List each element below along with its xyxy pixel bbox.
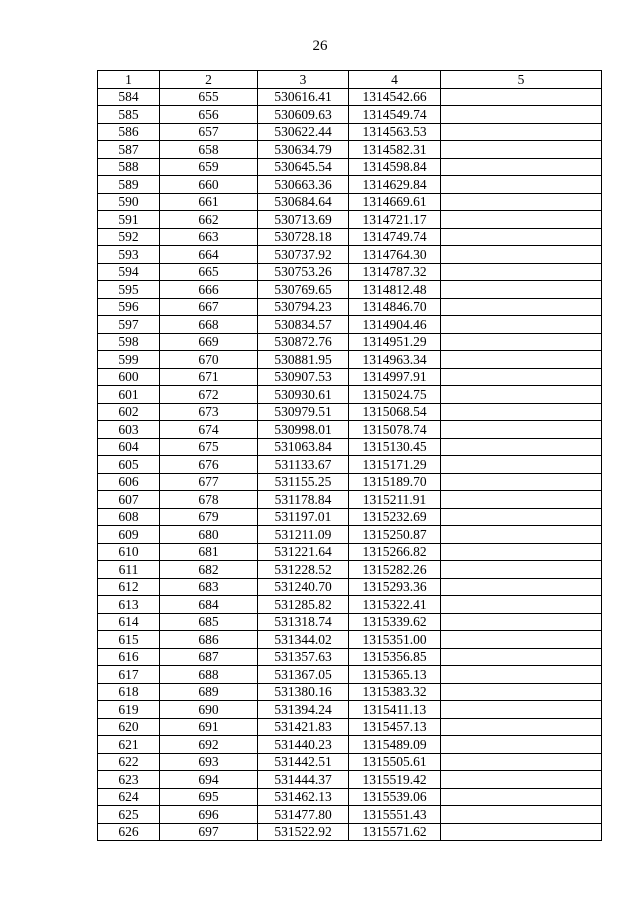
table-row xyxy=(98,106,602,124)
x-coordinate-cell: 530753.26 xyxy=(258,263,349,281)
index-cell: 659 xyxy=(160,158,258,176)
x-coordinate-cell: 530881.95 xyxy=(258,351,349,369)
x-coordinate-cell: 531221.64 xyxy=(258,543,349,561)
point-number-cell: 616 xyxy=(98,648,160,666)
x-coordinate-cell: 530930.61 xyxy=(258,386,349,404)
note-cell xyxy=(441,351,602,369)
note-cell xyxy=(441,281,602,299)
index-cell: 676 xyxy=(160,456,258,474)
x-coordinate-cell: 531197.01 xyxy=(258,508,349,526)
index-cell: 697 xyxy=(160,823,258,841)
y-coordinate-cell: 1314963.34 xyxy=(349,351,441,369)
table-row xyxy=(98,456,602,474)
point-number-cell: 604 xyxy=(98,438,160,456)
table-row xyxy=(98,648,602,666)
point-number-cell: 587 xyxy=(98,141,160,159)
note-cell xyxy=(441,666,602,684)
point-number-cell: 609 xyxy=(98,526,160,544)
point-number-cell: 602 xyxy=(98,403,160,421)
y-coordinate-cell: 1314904.46 xyxy=(349,316,441,334)
x-coordinate-cell: 531228.52 xyxy=(258,561,349,579)
index-cell: 661 xyxy=(160,193,258,211)
y-coordinate-cell: 1315539.06 xyxy=(349,788,441,806)
y-coordinate-cell: 1315250.87 xyxy=(349,526,441,544)
x-coordinate-cell: 531063.84 xyxy=(258,438,349,456)
x-coordinate-cell: 530998.01 xyxy=(258,421,349,439)
y-coordinate-cell: 1315489.09 xyxy=(349,736,441,754)
point-number-cell: 596 xyxy=(98,298,160,316)
point-number-cell: 625 xyxy=(98,806,160,824)
note-cell xyxy=(441,106,602,124)
note-cell xyxy=(441,806,602,824)
y-coordinate-cell: 1315232.69 xyxy=(349,508,441,526)
note-cell xyxy=(441,561,602,579)
note-cell xyxy=(441,298,602,316)
y-coordinate-cell: 1315457.13 xyxy=(349,718,441,736)
point-number-cell: 611 xyxy=(98,561,160,579)
note-cell xyxy=(441,368,602,386)
x-coordinate-cell: 530713.69 xyxy=(258,211,349,229)
table-row xyxy=(98,123,602,141)
x-coordinate-cell: 531178.84 xyxy=(258,491,349,509)
note-cell xyxy=(441,473,602,491)
x-coordinate-cell: 531240.70 xyxy=(258,578,349,596)
note-cell xyxy=(441,123,602,141)
index-cell: 684 xyxy=(160,596,258,614)
point-number-cell: 615 xyxy=(98,631,160,649)
index-cell: 668 xyxy=(160,316,258,334)
point-number-cell: 599 xyxy=(98,351,160,369)
table-row xyxy=(98,176,602,194)
point-number-cell: 590 xyxy=(98,193,160,211)
table-row xyxy=(98,211,602,229)
x-coordinate-cell: 530645.54 xyxy=(258,158,349,176)
table-row xyxy=(98,386,602,404)
x-coordinate-cell: 531155.25 xyxy=(258,473,349,491)
y-coordinate-cell: 1315505.61 xyxy=(349,753,441,771)
table-row xyxy=(98,596,602,614)
table-row xyxy=(98,351,602,369)
y-coordinate-cell: 1315322.41 xyxy=(349,596,441,614)
point-number-cell: 603 xyxy=(98,421,160,439)
y-coordinate-cell: 1315571.62 xyxy=(349,823,441,841)
point-number-cell: 593 xyxy=(98,246,160,264)
note-cell xyxy=(441,456,602,474)
index-cell: 688 xyxy=(160,666,258,684)
table-row xyxy=(98,316,602,334)
table-row xyxy=(98,508,602,526)
index-cell: 694 xyxy=(160,771,258,789)
x-coordinate-cell: 530834.57 xyxy=(258,316,349,334)
y-coordinate-cell: 1314812.48 xyxy=(349,281,441,299)
index-cell: 682 xyxy=(160,561,258,579)
note-cell xyxy=(441,508,602,526)
y-coordinate-cell: 1314749.74 xyxy=(349,228,441,246)
x-coordinate-cell: 531444.37 xyxy=(258,771,349,789)
coordinates-table xyxy=(97,70,602,841)
x-coordinate-cell: 531522.92 xyxy=(258,823,349,841)
point-number-cell: 619 xyxy=(98,701,160,719)
index-cell: 679 xyxy=(160,508,258,526)
table-row xyxy=(98,281,602,299)
y-coordinate-cell: 1314563.53 xyxy=(349,123,441,141)
x-coordinate-cell: 530616.41 xyxy=(258,88,349,106)
x-coordinate-cell: 531357.63 xyxy=(258,648,349,666)
note-cell xyxy=(441,333,602,351)
index-cell: 692 xyxy=(160,736,258,754)
x-coordinate-cell: 530684.64 xyxy=(258,193,349,211)
y-coordinate-cell: 1314629.84 xyxy=(349,176,441,194)
index-cell: 663 xyxy=(160,228,258,246)
y-coordinate-cell: 1315411.13 xyxy=(349,701,441,719)
table-header-row xyxy=(98,71,602,89)
note-cell xyxy=(441,526,602,544)
table-row xyxy=(98,788,602,806)
table-row xyxy=(98,578,602,596)
column-header: 1 xyxy=(98,71,160,89)
table-row xyxy=(98,438,602,456)
index-cell: 667 xyxy=(160,298,258,316)
table-row xyxy=(98,771,602,789)
table-row xyxy=(98,333,602,351)
note-cell xyxy=(441,718,602,736)
note-cell xyxy=(441,421,602,439)
x-coordinate-cell: 531344.02 xyxy=(258,631,349,649)
point-number-cell: 618 xyxy=(98,683,160,701)
point-number-cell: 623 xyxy=(98,771,160,789)
point-number-cell: 620 xyxy=(98,718,160,736)
note-cell xyxy=(441,228,602,246)
x-coordinate-cell: 531380.16 xyxy=(258,683,349,701)
x-coordinate-cell: 530769.65 xyxy=(258,281,349,299)
point-number-cell: 614 xyxy=(98,613,160,631)
index-cell: 683 xyxy=(160,578,258,596)
index-cell: 672 xyxy=(160,386,258,404)
index-cell: 677 xyxy=(160,473,258,491)
y-coordinate-cell: 1315551.43 xyxy=(349,806,441,824)
index-cell: 666 xyxy=(160,281,258,299)
x-coordinate-cell: 531442.51 xyxy=(258,753,349,771)
x-coordinate-cell: 530634.79 xyxy=(258,141,349,159)
y-coordinate-cell: 1315351.00 xyxy=(349,631,441,649)
point-number-cell: 601 xyxy=(98,386,160,404)
column-header: 2 xyxy=(160,71,258,89)
note-cell xyxy=(441,491,602,509)
note-cell xyxy=(441,613,602,631)
x-coordinate-cell: 530609.63 xyxy=(258,106,349,124)
table-row xyxy=(98,246,602,264)
y-coordinate-cell: 1315171.29 xyxy=(349,456,441,474)
x-coordinate-cell: 530622.44 xyxy=(258,123,349,141)
index-cell: 691 xyxy=(160,718,258,736)
x-coordinate-cell: 530663.36 xyxy=(258,176,349,194)
note-cell xyxy=(441,771,602,789)
point-number-cell: 592 xyxy=(98,228,160,246)
table-row xyxy=(98,736,602,754)
table-row xyxy=(98,473,602,491)
x-coordinate-cell: 530794.23 xyxy=(258,298,349,316)
y-coordinate-cell: 1315293.36 xyxy=(349,578,441,596)
table-row xyxy=(98,263,602,281)
index-cell: 680 xyxy=(160,526,258,544)
x-coordinate-cell: 530872.76 xyxy=(258,333,349,351)
table-row xyxy=(98,141,602,159)
point-number-cell: 621 xyxy=(98,736,160,754)
point-number-cell: 626 xyxy=(98,823,160,841)
point-number-cell: 586 xyxy=(98,123,160,141)
x-coordinate-cell: 531421.83 xyxy=(258,718,349,736)
y-coordinate-cell: 1314549.74 xyxy=(349,106,441,124)
point-number-cell: 613 xyxy=(98,596,160,614)
table-row xyxy=(98,158,602,176)
index-cell: 671 xyxy=(160,368,258,386)
index-cell: 664 xyxy=(160,246,258,264)
y-coordinate-cell: 1314582.31 xyxy=(349,141,441,159)
point-number-cell: 612 xyxy=(98,578,160,596)
point-number-cell: 589 xyxy=(98,176,160,194)
note-cell xyxy=(441,543,602,561)
index-cell: 655 xyxy=(160,88,258,106)
table-row xyxy=(98,561,602,579)
y-coordinate-cell: 1315383.32 xyxy=(349,683,441,701)
x-coordinate-cell: 531318.74 xyxy=(258,613,349,631)
note-cell xyxy=(441,788,602,806)
index-cell: 660 xyxy=(160,176,258,194)
table-row xyxy=(98,491,602,509)
x-coordinate-cell: 531440.23 xyxy=(258,736,349,754)
y-coordinate-cell: 1314951.29 xyxy=(349,333,441,351)
note-cell xyxy=(441,701,602,719)
table-row xyxy=(98,753,602,771)
note-cell xyxy=(441,403,602,421)
note-cell xyxy=(441,88,602,106)
point-number-cell: 607 xyxy=(98,491,160,509)
y-coordinate-cell: 1314598.84 xyxy=(349,158,441,176)
table-row xyxy=(98,806,602,824)
note-cell xyxy=(441,596,602,614)
y-coordinate-cell: 1314669.61 xyxy=(349,193,441,211)
index-cell: 662 xyxy=(160,211,258,229)
table-row xyxy=(98,683,602,701)
note-cell xyxy=(441,753,602,771)
note-cell xyxy=(441,683,602,701)
x-coordinate-cell: 531462.13 xyxy=(258,788,349,806)
table-row xyxy=(98,298,602,316)
y-coordinate-cell: 1315024.75 xyxy=(349,386,441,404)
table-row xyxy=(98,823,602,841)
note-cell xyxy=(441,263,602,281)
y-coordinate-cell: 1315365.13 xyxy=(349,666,441,684)
x-coordinate-cell: 531394.24 xyxy=(258,701,349,719)
y-coordinate-cell: 1315130.45 xyxy=(349,438,441,456)
page-number: 26 xyxy=(312,38,328,54)
point-number-cell: 595 xyxy=(98,281,160,299)
point-number-cell: 617 xyxy=(98,666,160,684)
point-number-cell: 585 xyxy=(98,106,160,124)
point-number-cell: 605 xyxy=(98,456,160,474)
note-cell xyxy=(441,211,602,229)
x-coordinate-cell: 530979.51 xyxy=(258,403,349,421)
x-coordinate-cell: 531477.80 xyxy=(258,806,349,824)
index-cell: 681 xyxy=(160,543,258,561)
point-number-cell: 598 xyxy=(98,333,160,351)
y-coordinate-cell: 1314997.91 xyxy=(349,368,441,386)
note-cell xyxy=(441,141,602,159)
table-row xyxy=(98,526,602,544)
point-number-cell: 610 xyxy=(98,543,160,561)
y-coordinate-cell: 1314787.32 xyxy=(349,263,441,281)
note-cell xyxy=(441,386,602,404)
point-number-cell: 594 xyxy=(98,263,160,281)
table-row xyxy=(98,631,602,649)
x-coordinate-cell: 531211.09 xyxy=(258,526,349,544)
index-cell: 669 xyxy=(160,333,258,351)
note-cell xyxy=(441,578,602,596)
table-row xyxy=(98,88,602,106)
column-header: 4 xyxy=(349,71,441,89)
index-cell: 696 xyxy=(160,806,258,824)
table-row xyxy=(98,701,602,719)
y-coordinate-cell: 1315519.42 xyxy=(349,771,441,789)
index-cell: 685 xyxy=(160,613,258,631)
y-coordinate-cell: 1315078.74 xyxy=(349,421,441,439)
y-coordinate-cell: 1315282.26 xyxy=(349,561,441,579)
index-cell: 656 xyxy=(160,106,258,124)
note-cell xyxy=(441,246,602,264)
table-row xyxy=(98,228,602,246)
index-cell: 658 xyxy=(160,141,258,159)
index-cell: 686 xyxy=(160,631,258,649)
x-coordinate-cell: 530907.53 xyxy=(258,368,349,386)
y-coordinate-cell: 1315356.85 xyxy=(349,648,441,666)
y-coordinate-cell: 1314542.66 xyxy=(349,88,441,106)
index-cell: 675 xyxy=(160,438,258,456)
note-cell xyxy=(441,158,602,176)
point-number-cell: 591 xyxy=(98,211,160,229)
note-cell xyxy=(441,631,602,649)
y-coordinate-cell: 1314721.17 xyxy=(349,211,441,229)
table-row xyxy=(98,613,602,631)
index-cell: 674 xyxy=(160,421,258,439)
y-coordinate-cell: 1315339.62 xyxy=(349,613,441,631)
point-number-cell: 606 xyxy=(98,473,160,491)
point-number-cell: 597 xyxy=(98,316,160,334)
index-cell: 695 xyxy=(160,788,258,806)
y-coordinate-cell: 1315266.82 xyxy=(349,543,441,561)
table-row xyxy=(98,193,602,211)
index-cell: 657 xyxy=(160,123,258,141)
y-coordinate-cell: 1314846.70 xyxy=(349,298,441,316)
point-number-cell: 584 xyxy=(98,88,160,106)
point-number-cell: 600 xyxy=(98,368,160,386)
x-coordinate-cell: 531367.05 xyxy=(258,666,349,684)
table-body xyxy=(98,88,602,841)
y-coordinate-cell: 1314764.30 xyxy=(349,246,441,264)
y-coordinate-cell: 1315068.54 xyxy=(349,403,441,421)
index-cell: 687 xyxy=(160,648,258,666)
x-coordinate-cell: 530737.92 xyxy=(258,246,349,264)
note-cell xyxy=(441,193,602,211)
note-cell xyxy=(441,736,602,754)
y-coordinate-cell: 1315189.70 xyxy=(349,473,441,491)
note-cell xyxy=(441,648,602,666)
point-number-cell: 588 xyxy=(98,158,160,176)
note-cell xyxy=(441,316,602,334)
x-coordinate-cell: 531285.82 xyxy=(258,596,349,614)
y-coordinate-cell: 1315211.91 xyxy=(349,491,441,509)
index-cell: 670 xyxy=(160,351,258,369)
point-number-cell: 624 xyxy=(98,788,160,806)
table-row xyxy=(98,718,602,736)
index-cell: 665 xyxy=(160,263,258,281)
x-coordinate-cell: 531133.67 xyxy=(258,456,349,474)
index-cell: 690 xyxy=(160,701,258,719)
index-cell: 678 xyxy=(160,491,258,509)
table-row xyxy=(98,368,602,386)
note-cell xyxy=(441,176,602,194)
table-row xyxy=(98,543,602,561)
index-cell: 689 xyxy=(160,683,258,701)
point-number-cell: 622 xyxy=(98,753,160,771)
note-cell xyxy=(441,823,602,841)
column-header: 5 xyxy=(441,71,602,89)
table-row xyxy=(98,666,602,684)
index-cell: 693 xyxy=(160,753,258,771)
table-row xyxy=(98,421,602,439)
note-cell xyxy=(441,438,602,456)
column-header: 3 xyxy=(258,71,349,89)
point-number-cell: 608 xyxy=(98,508,160,526)
x-coordinate-cell: 530728.18 xyxy=(258,228,349,246)
table-row xyxy=(98,403,602,421)
index-cell: 673 xyxy=(160,403,258,421)
